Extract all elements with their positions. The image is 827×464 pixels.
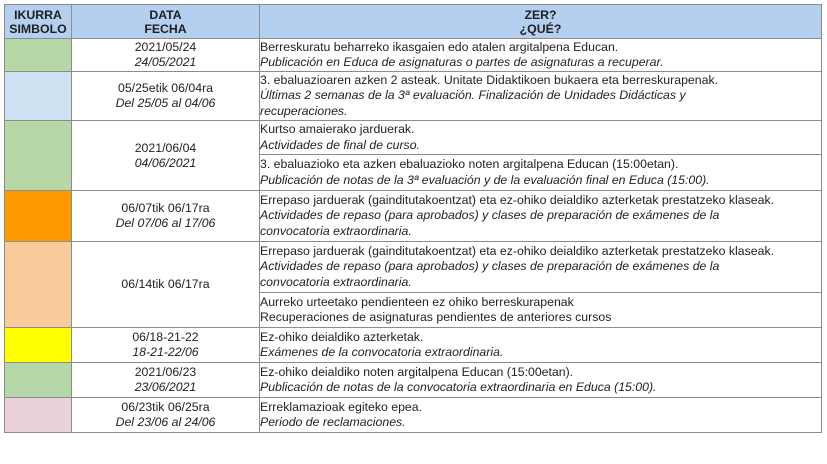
table-row (5, 191, 822, 242)
description-cell: Errepaso jarduerak (gainditutakoentzat) eta ez-ohiko deialdiko azterketak prestatzeko klaseak. Actividades de repaso (para aprobados) y clases de preparación de exámenes de la convocatoria extraordinaria. (260, 242, 822, 293)
table-row (5, 363, 822, 398)
description-cell: Ez-ohiko deialdiko noten argitalpena Educan (15:00etan). Publicación de notas de la convocatoria extraordinaria en Educa (15:00). (260, 363, 822, 398)
symbol-green (5, 363, 72, 398)
symbol-green (5, 39, 72, 72)
date-cell: 06/14tik 06/17ra (72, 242, 260, 328)
description-cell: Erreklamazioak egiteko epea. Periodo de reclamaciones. (260, 398, 822, 433)
description-cell: Aurreko urteetako pendienteen ez ohiko berreskurapenak Recuperaciones de asignaturas pendientes de anteriores cursos (260, 293, 822, 328)
symbol-yellow (5, 328, 72, 363)
date-cell: 06/07tik 06/17ra Del 07/06 al 17/06 (72, 191, 260, 242)
header-date: DATA FECHA (72, 5, 260, 39)
symbol-green (5, 121, 72, 191)
description-cell: Ez-ohiko deialdiko azterketak. Exámenes de la convocatoria extraordinaria. (260, 328, 822, 363)
description-cell: Errepaso jarduerak (gainditutakoentzat) eta ez-ohiko deialdiko azterketak prestatzeko klaseak. Actividades de repaso (para aprobados) y clases de preparación de exámenes de la convocatoria extraordinaria. (260, 191, 822, 242)
description-cell: Kurtso amaierako jarduerak. Actividades de final de curso. (260, 121, 822, 155)
date-cell: 2021/06/23 23/06/2021 (72, 363, 260, 398)
description-cell: 3. ebaluazioaren azken 2 asteak. Unitate Didaktikoen bukaera eta berreskurapenak. Últimas 2 semanas de la 3ª evaluación. Finalización de Unidades Didácticas y recuperaciones. (260, 72, 822, 121)
table-row (5, 328, 822, 363)
table-row (5, 72, 822, 121)
symbol-pink (5, 398, 72, 433)
header-symbol: IKURRA SIMBOLO (5, 5, 72, 39)
schedule-table (4, 4, 822, 433)
table-row (5, 242, 822, 293)
symbol-orange (5, 191, 72, 242)
header-row (5, 5, 822, 39)
symbol-light-blue (5, 72, 72, 121)
table-row (5, 398, 822, 433)
date-cell: 06/18-21-22 18-21-22/06 (72, 328, 260, 363)
date-cell: 2021/06/04 04/06/2021 (72, 121, 260, 191)
header-what: ZER? ¿QUÉ? (260, 5, 822, 39)
date-cell: 06/23tik 06/25ra Del 23/06 al 24/06 (72, 398, 260, 433)
date-cell: 05/25etik 06/04ra Del 25/05 al 04/06 (72, 72, 260, 121)
symbol-peach (5, 242, 72, 328)
description-cell: Berreskuratu beharreko ikasgaien edo atalen argitalpena Educan. Publicación en Educa de asignaturas o partes de asignaturas a recuperar. (260, 39, 822, 72)
table-row (5, 121, 822, 155)
table-row (5, 39, 822, 72)
date-cell: 2021/05/24 24/05/2021 (72, 39, 260, 72)
description-cell: 3. ebaluazioko eta azken ebaluazioko noten argitalpena Educan (15:00etan). Publicación de notas de la 3ª evaluación y de la evaluación final en Educa (15:00). (260, 155, 822, 191)
